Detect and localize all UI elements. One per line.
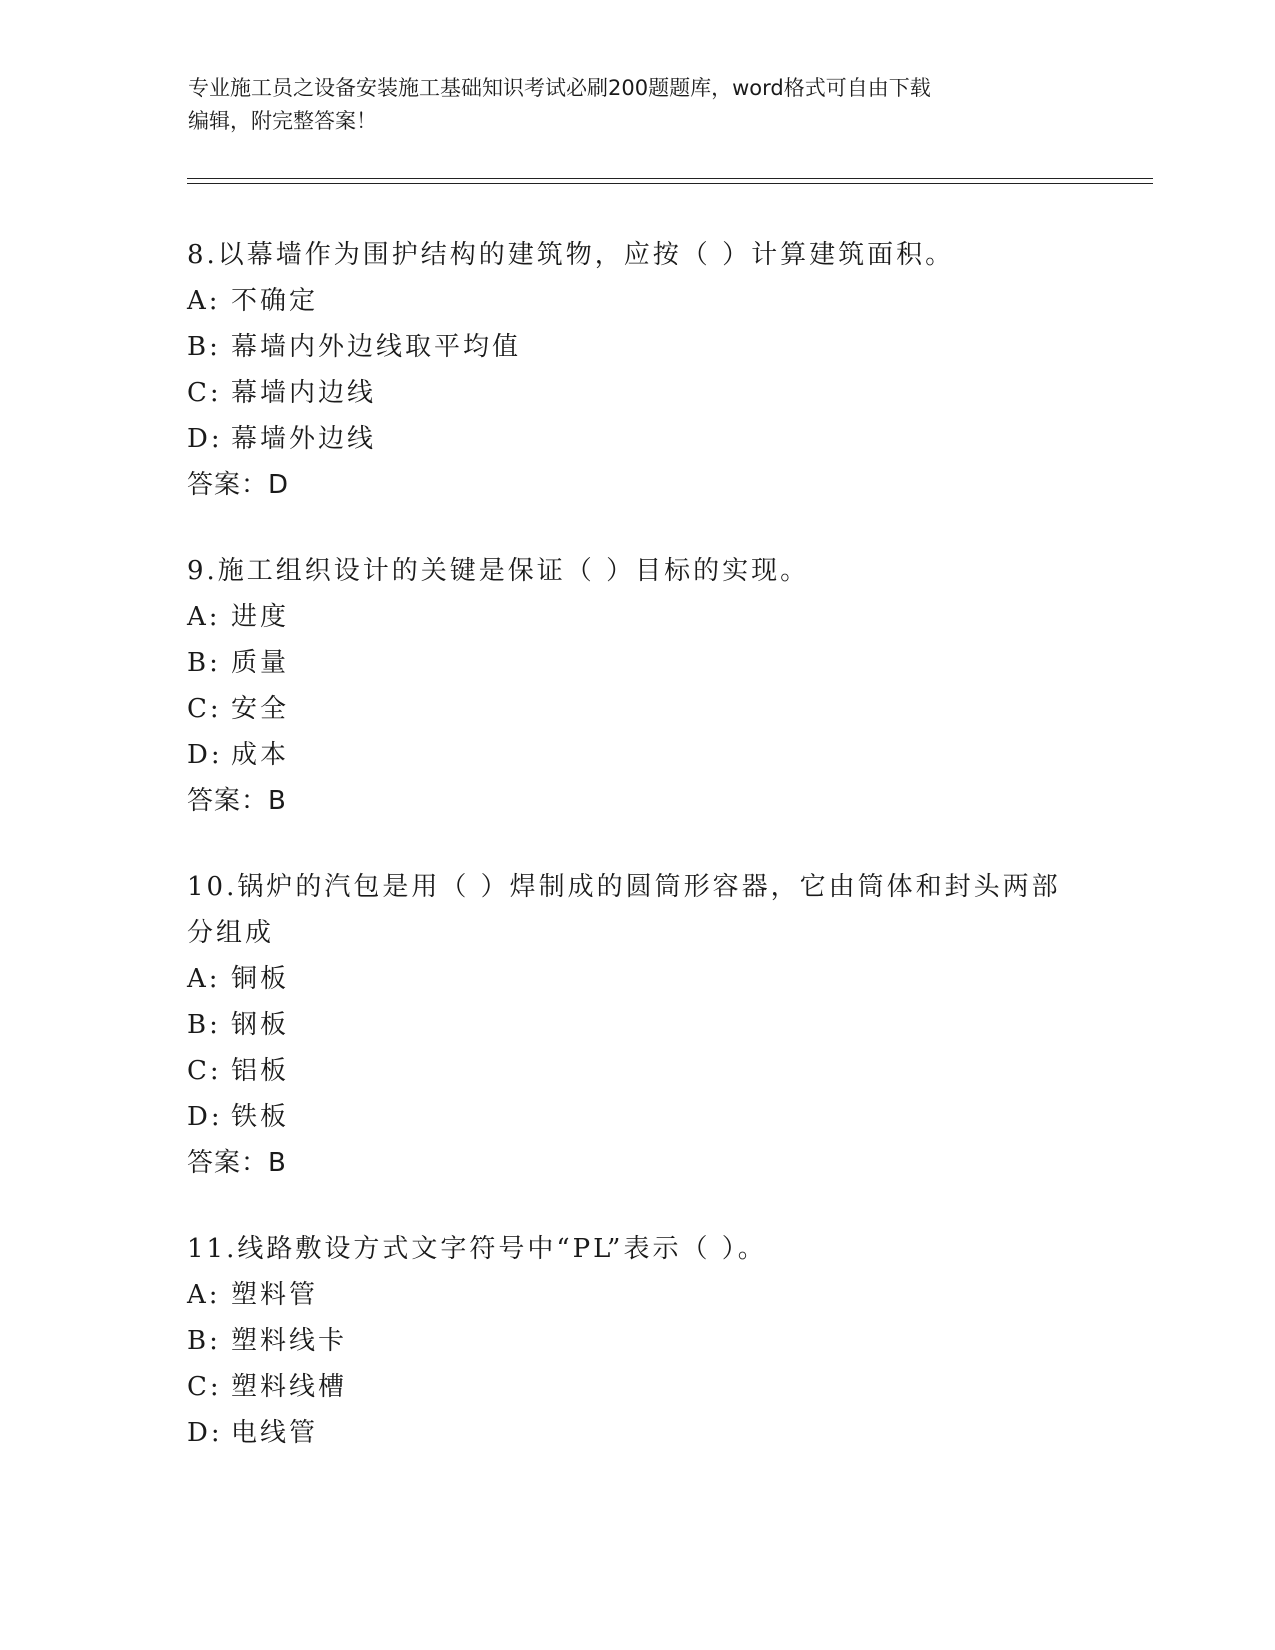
option-letter: C: xyxy=(187,378,222,408)
option-c xyxy=(187,1048,1061,1094)
option-a xyxy=(187,278,954,324)
option-text: 塑料管 xyxy=(231,1280,319,1310)
option-text: 塑料线槽 xyxy=(231,1372,348,1402)
option-letter: A: xyxy=(187,602,221,632)
option-text: 幕墙内边线 xyxy=(231,378,377,408)
option-letter: D: xyxy=(187,424,223,454)
option-text: 塑料线卡 xyxy=(231,1326,348,1356)
header-line-2: 编辑，附完整答案！ xyxy=(188,109,377,133)
option-text: 铁板 xyxy=(231,1102,290,1132)
header-line-1: 专业施工员之设备安装施工基础知识考试必刷200题题库，word格式可自由下载 xyxy=(188,76,931,100)
option-c xyxy=(187,1364,767,1410)
option-text: 安全 xyxy=(231,694,290,724)
option-letter: D: xyxy=(187,740,223,770)
option-letter: D: xyxy=(187,1102,223,1132)
option-letter: C: xyxy=(187,1056,222,1086)
option-b xyxy=(187,324,954,370)
question-stem: 9.施工组织设计的关键是保证（ ）目标的实现。 xyxy=(187,556,810,586)
option-letter: A: xyxy=(187,964,221,994)
answer: 答案：B xyxy=(187,1148,287,1178)
option-letter: B: xyxy=(187,332,221,362)
option-d xyxy=(187,1094,1061,1140)
option-text: 电线管 xyxy=(231,1418,319,1448)
answer: 答案：D xyxy=(187,470,290,500)
option-letter: A: xyxy=(187,286,221,316)
header-divider-top xyxy=(187,178,1153,179)
option-text: 铜板 xyxy=(231,964,290,994)
option-letter: B: xyxy=(187,1326,221,1356)
option-a xyxy=(187,1272,767,1318)
header-divider-bottom xyxy=(187,183,1153,184)
option-a xyxy=(187,594,809,640)
option-d xyxy=(187,416,954,462)
option-a xyxy=(187,956,1061,1002)
option-letter: C: xyxy=(187,694,222,724)
option-b xyxy=(187,1318,767,1364)
option-letter: B: xyxy=(187,648,221,678)
option-text: 幕墙外边线 xyxy=(231,424,377,454)
option-letter: D: xyxy=(187,1418,223,1448)
option-b xyxy=(187,1002,1061,1048)
option-d xyxy=(187,1410,767,1456)
question-9 xyxy=(187,548,809,824)
option-text: 幕墙内外边线取平均值 xyxy=(231,332,522,362)
question-stem: 10.锅炉的汽包是用（ ）焊制成的圆筒形容器，它由筒体和封头两部 xyxy=(187,872,1061,902)
answer: 答案：B xyxy=(187,786,287,816)
option-text: 不确定 xyxy=(231,286,319,316)
document-header xyxy=(188,72,1068,138)
option-letter: B: xyxy=(187,1010,221,1040)
option-text: 钢板 xyxy=(231,1010,290,1040)
question-10 xyxy=(187,864,1061,1186)
option-d xyxy=(187,732,809,778)
question-stem: 11.线路敷设方式文字符号中“PL”表示（ ）。 xyxy=(187,1234,767,1264)
option-b xyxy=(187,640,809,686)
question-stem: 8.以幕墙作为围护结构的建筑物，应按（ ）计算建筑面积。 xyxy=(187,240,955,270)
question-stem-continued: 分组成 xyxy=(187,918,275,948)
option-text: 成本 xyxy=(231,740,290,770)
option-text: 进度 xyxy=(231,602,290,632)
option-c xyxy=(187,686,809,732)
question-8 xyxy=(187,232,954,508)
option-letter: A: xyxy=(187,1280,221,1310)
option-text: 铝板 xyxy=(231,1056,290,1086)
option-text: 质量 xyxy=(231,648,290,678)
question-11 xyxy=(187,1226,767,1456)
option-c xyxy=(187,370,954,416)
option-letter: C: xyxy=(187,1372,222,1402)
